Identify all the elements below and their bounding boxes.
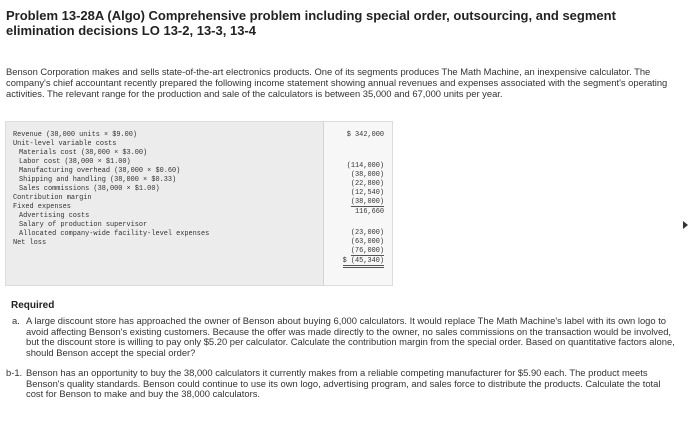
- revenue-label: Revenue (38,000 units × $9.00): [13, 131, 138, 139]
- commissions-value: (38,000): [350, 198, 384, 206]
- problem-title: [6, 8, 696, 38]
- question-b1-text: Benson has an opportunity to buy the 38,000 calculators it currently makes from a reliable competing manufacturer for $5.90 each. The product meets Benson's quality standards. Benson could continue to use its own logo, advertising program, and sales force to distribute the products. Calculate the total cost for Benson to make and buy the 38,000 calculators.: [26, 367, 661, 400]
- net-loss-value: $ (45,340): [343, 257, 384, 268]
- question-b1-tag: b-1.: [6, 367, 23, 378]
- question-a-text: A large discount store has approached the owner of Benson about buying 6,000 calculators. It would replace The Math Machine's label with its own logo to avoid affecting Benson's existing customers. Because the offer was made directly to the owner, no sales commissions on the transaction would be involved, but the discount store is willing to pay only $5.20 per calculator. Calculate the contribution margin from the special order. Based on quantitative factors alone, should Benson accept the special order?: [26, 315, 675, 358]
- salary-value-row: [6, 238, 392, 247]
- income-statement: [5, 121, 393, 286]
- mouse-cursor-icon: [683, 221, 688, 229]
- labor-label: Labor cost (38,000 × $1.00): [19, 158, 131, 166]
- question-a: [12, 315, 680, 358]
- revenue-row: [6, 131, 392, 140]
- materials-value-row: [6, 162, 392, 171]
- variable-costs-header: Unit-level variable costs: [13, 140, 117, 148]
- labor-value-row: [6, 171, 392, 180]
- salary-value: (63,000): [350, 238, 384, 246]
- net-loss-value-row: [6, 257, 392, 266]
- overhead-label: Manufacturing overhead (38,000 × $0.60): [19, 167, 181, 175]
- materials-row: [6, 149, 392, 158]
- net-loss-label: Net loss: [13, 239, 47, 247]
- allocated-value: (76,000): [350, 247, 384, 255]
- materials-label: Materials cost (38,000 × $3.00): [19, 149, 148, 157]
- revenue-value: $ 342,000: [346, 131, 384, 139]
- overhead-value: (22,800): [350, 180, 384, 188]
- contribution-value-row: [6, 208, 392, 217]
- contribution-margin-label: Contribution margin: [13, 194, 92, 202]
- question-b1: [6, 367, 680, 400]
- allocated-value-row: [6, 247, 392, 256]
- overhead-value-row: [6, 180, 392, 189]
- title-line-2: elimination decisions LO 13-2, 13-3, 13-4: [6, 23, 256, 38]
- advertising-label: Advertising costs: [19, 212, 90, 220]
- shipping-value: (12,540): [350, 189, 384, 197]
- required-heading: Required: [11, 300, 55, 311]
- question-a-tag: a.: [12, 315, 20, 326]
- intro-paragraph: Benson Corporation makes and sells state-of-the-art electronics products. One of its segments produces The Math Machine, an inexpensive calculator. The company's chief accountant recently prepared the following income statement showing annual revenues and expenses associated with the segment's operating activities. The relevant range for the production and sale of the calculators is between 35,000 and 67,000 units per year.: [6, 66, 668, 99]
- advertising-value: (23,000): [350, 229, 384, 237]
- contribution-margin-value: 116,660: [355, 208, 384, 216]
- fixed-expenses-header: Fixed expenses: [13, 203, 71, 211]
- commissions-label: Sales commissions (38,000 × $1.00): [19, 185, 160, 193]
- shipping-label: Shipping and handling (38,000 × $0.33): [19, 176, 177, 184]
- salary-label: Salary of production supervisor: [19, 221, 148, 229]
- materials-value: (114,000): [346, 162, 384, 170]
- title-line-1: Problem 13-28A (Algo) Comprehensive problem including special order, outsourcing, and segment: [6, 8, 616, 23]
- commissions-value-row: [6, 198, 392, 207]
- advertising-value-row: [6, 229, 392, 238]
- labor-value: (38,000): [350, 171, 384, 179]
- allocated-label: Allocated company-wide facility-level expenses: [19, 230, 210, 238]
- shipping-value-row: [6, 189, 392, 198]
- revenue-value-slot: [6, 140, 392, 149]
